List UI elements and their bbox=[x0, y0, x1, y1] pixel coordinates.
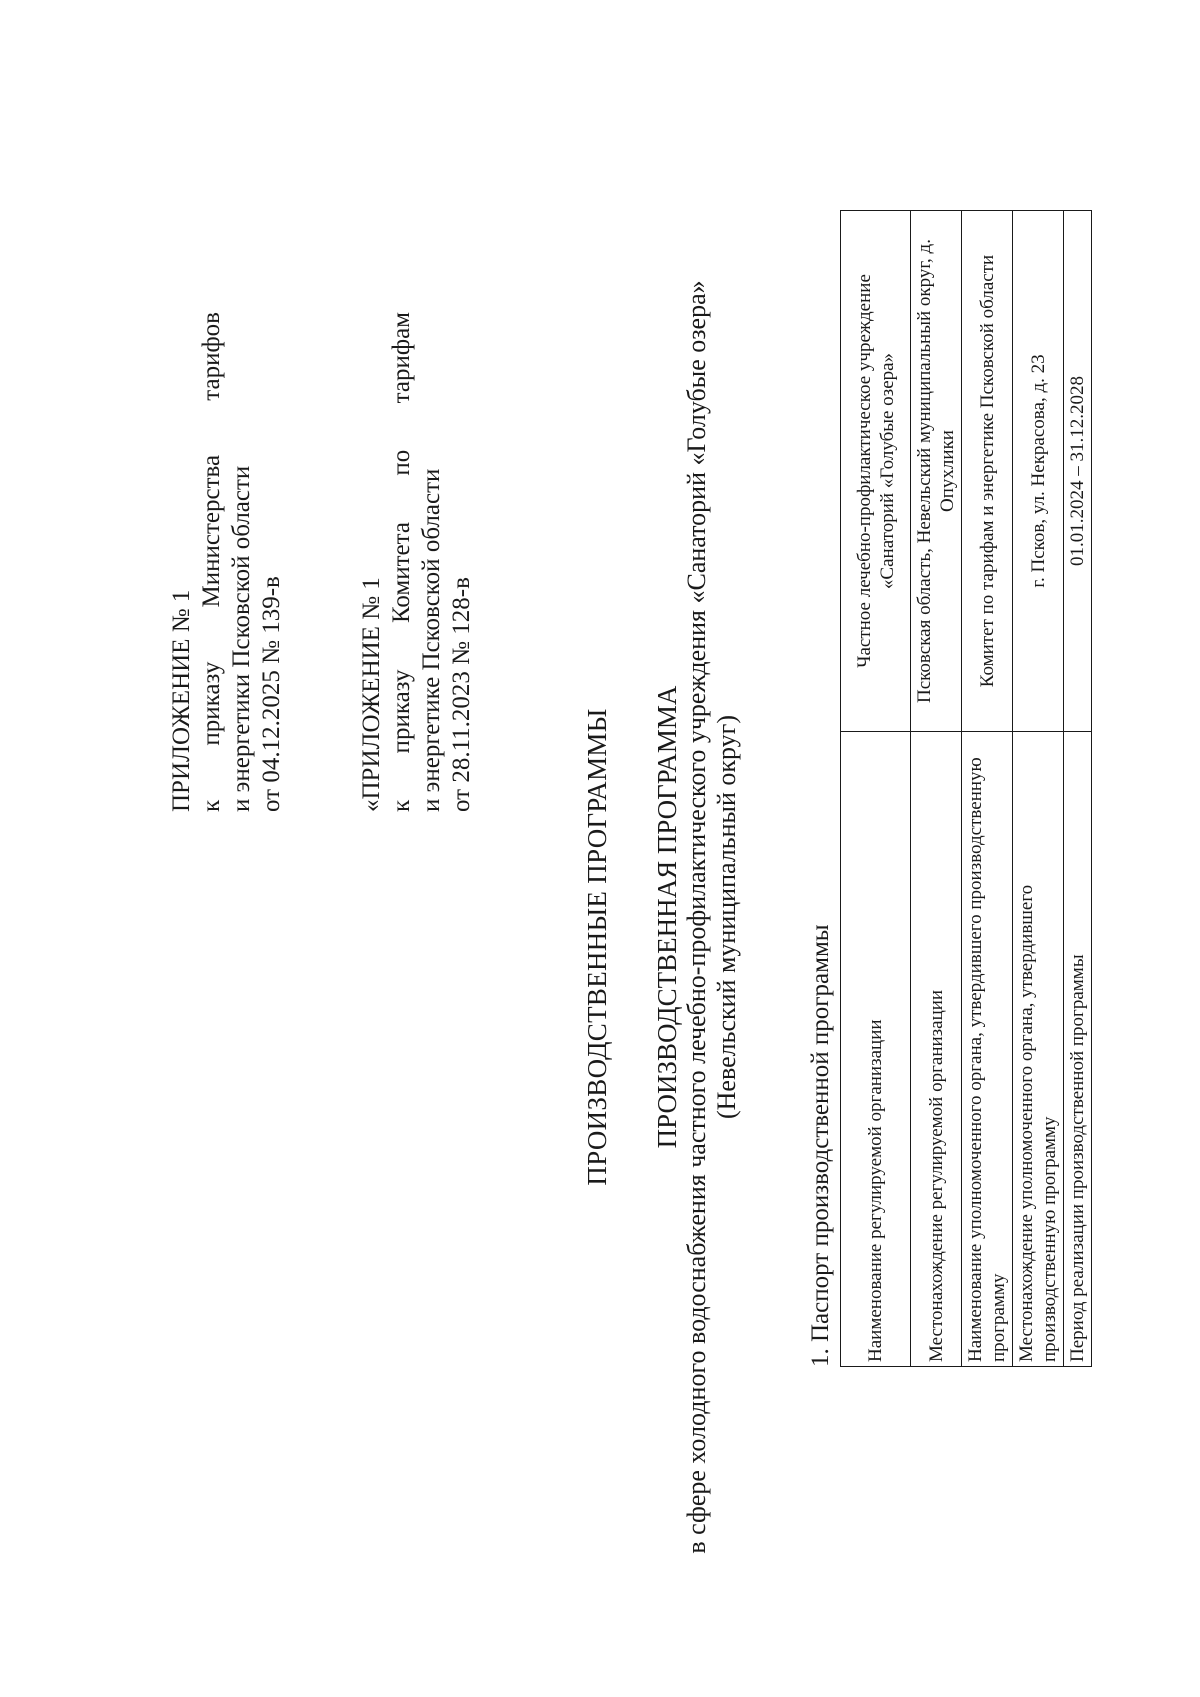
row-label: Наименование уполномоченного органа, утвердившего производственную программу bbox=[962, 732, 1013, 1367]
table-row bbox=[911, 211, 962, 1367]
table-row bbox=[1013, 211, 1064, 1367]
appendix-word: приказу bbox=[388, 669, 415, 754]
appendix-line-3: и энергетике Псковской области bbox=[418, 468, 445, 812]
document-main-title: ПРОИЗВОДСТВЕННЫЕ ПРОГРАММЫ bbox=[582, 708, 612, 1186]
appendix-line-4: от 04.12.2025 № 139-в bbox=[258, 576, 285, 812]
appendix-word: тарифов bbox=[198, 312, 225, 401]
table-row bbox=[841, 211, 911, 1367]
program-subtitle: в сфере холодного водоснабжения частного лечебно-профилактического учреждения «Санаторий «Голубые озера» bbox=[682, 280, 711, 1554]
passport-table bbox=[840, 210, 1092, 1367]
appendix-word: приказу bbox=[198, 661, 225, 746]
appendix-line-4: от 28.11.2023 № 128-в bbox=[448, 577, 475, 812]
passport-section-title: 1. Паспорт производственной программы bbox=[807, 924, 834, 1367]
appendix-title: «ПРИЛОЖЕНИЕ № 1 bbox=[358, 577, 385, 812]
row-value: г. Псков, ул. Некрасова, д. 23 bbox=[1013, 211, 1064, 732]
appendix-title: ПРИЛОЖЕНИЕ № 1 bbox=[168, 589, 195, 812]
program-title: ПРОИЗВОДСТВЕННАЯ ПРОГРАММА bbox=[652, 685, 682, 1149]
row-value: Псковская область, Невельский муниципальный округ, д. Опухлики bbox=[911, 211, 962, 732]
row-value: 01.01.2024 – 31.12.2028 bbox=[1064, 211, 1092, 732]
appendix-word: Комитета bbox=[388, 522, 415, 624]
row-label: Период реализации производственной программы bbox=[1064, 732, 1092, 1367]
appendix-line-2 bbox=[387, 312, 417, 812]
row-value: Частное лечебно-профилактическое учреждение «Санаторий «Голубые озера» bbox=[841, 211, 911, 732]
row-label: Местонахождение уполномоченного органа, утвердившего производственную программу bbox=[1013, 732, 1064, 1367]
appendix-word: по bbox=[388, 449, 415, 476]
table-row bbox=[1064, 211, 1092, 1367]
row-label: Наименование регулируемой организации bbox=[841, 732, 911, 1367]
appendix-word: к bbox=[198, 799, 225, 812]
table-row bbox=[962, 211, 1013, 1367]
appendix-word: тарифам bbox=[388, 312, 415, 404]
row-label: Местонахождение регулируемой организации bbox=[911, 732, 962, 1367]
row-value: Комитет по тарифам и энергетике Псковской области bbox=[962, 211, 1013, 732]
appendix-header-previous bbox=[357, 312, 477, 812]
program-district: (Невельский муниципальный округ) bbox=[712, 715, 741, 1120]
appendix-word: к bbox=[388, 799, 415, 812]
appendix-header-current bbox=[167, 312, 287, 812]
appendix-line-2 bbox=[197, 312, 227, 812]
program-heading bbox=[652, 197, 742, 1637]
appendix-word: Министерства bbox=[198, 454, 225, 608]
appendix-line-3: и энергетики Псковской области bbox=[228, 465, 255, 812]
